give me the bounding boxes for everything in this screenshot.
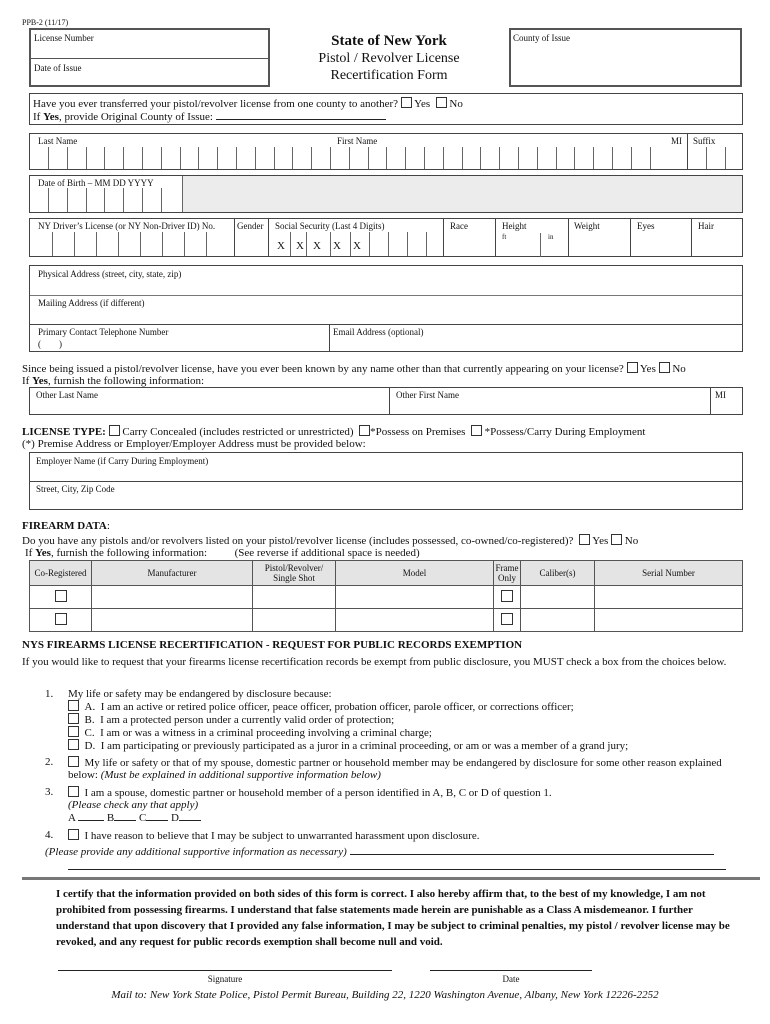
if-yes-suffix: , furnish the following information: bbox=[50, 547, 208, 559]
exemption-heading: NYS FIREARMS LICENSE RECERTIFICATION - REQUEST FOR PUBLIC RECORDS EXEMPTION bbox=[22, 639, 523, 651]
eyes-label: Eyes bbox=[637, 221, 655, 231]
cell-divider bbox=[292, 147, 293, 169]
firearm-question: Do you have any pistols and/or revolvers listed on your pistol/revolver license (includes possessed, co-owned/co-registered)? bbox=[22, 535, 574, 547]
cell-divider bbox=[426, 232, 427, 256]
type-cell[interactable] bbox=[253, 609, 336, 632]
cell-divider bbox=[330, 147, 331, 169]
cell-divider bbox=[161, 188, 162, 212]
type-cell[interactable] bbox=[253, 586, 336, 609]
option-letter: D. bbox=[84, 740, 96, 752]
co-registered-checkbox[interactable] bbox=[55, 613, 67, 625]
cell-divider bbox=[180, 147, 181, 169]
cell-divider bbox=[349, 147, 350, 169]
cell-divider bbox=[236, 147, 237, 169]
height-in-label: in bbox=[548, 233, 554, 241]
date-of-issue-input[interactable] bbox=[91, 63, 266, 83]
signature-label: Signature bbox=[207, 974, 243, 984]
frame-only-cell bbox=[494, 609, 521, 632]
firearm-heading-line: FIREARM DATA: bbox=[22, 520, 110, 532]
q3-number: 3. bbox=[45, 786, 54, 798]
address-block bbox=[29, 265, 743, 352]
original-county-label: , provide Original County of Issue: bbox=[58, 111, 213, 123]
q1-option-c bbox=[68, 726, 432, 740]
transfer-question: Have you ever transferred your pistol/revolver license from one county to another? bbox=[33, 98, 399, 110]
divider bbox=[268, 219, 269, 256]
q1-d-checkbox[interactable] bbox=[68, 739, 79, 750]
cell-divider bbox=[104, 147, 105, 169]
option-letter: A. bbox=[84, 701, 96, 713]
q2-number: 2. bbox=[45, 756, 54, 768]
mailing-address-label: Mailing Address (if different) bbox=[38, 298, 145, 308]
employer-name-label: Employer Name (if Carry During Employment) bbox=[36, 456, 209, 466]
name-row bbox=[29, 133, 743, 170]
weight-label: Weight bbox=[574, 221, 600, 231]
cell-divider bbox=[612, 147, 613, 169]
transfer-question-line bbox=[33, 97, 463, 111]
cell-divider bbox=[217, 147, 218, 169]
cell-divider bbox=[161, 147, 162, 169]
cell-divider bbox=[142, 188, 143, 212]
transfer-yes-label: Yes bbox=[414, 98, 431, 110]
physical-address-label: Physical Address (street, city, state, zip) bbox=[38, 269, 182, 279]
cell-divider bbox=[311, 147, 312, 169]
cell-divider bbox=[48, 147, 49, 169]
cell-divider bbox=[537, 147, 538, 169]
transfer-box bbox=[29, 93, 743, 125]
cell-divider bbox=[650, 147, 651, 169]
model-cell[interactable] bbox=[336, 586, 494, 609]
dob-row bbox=[29, 175, 743, 213]
letter-d: D bbox=[171, 812, 179, 824]
cell-divider bbox=[290, 232, 291, 256]
divider bbox=[329, 324, 330, 351]
dob-shaded-area bbox=[182, 176, 742, 212]
col-frame-only: Frame Only bbox=[494, 561, 521, 586]
date-label: Date bbox=[502, 974, 520, 984]
other-last-name-label: Other Last Name bbox=[36, 390, 98, 400]
original-county-line bbox=[33, 110, 386, 124]
race-label: Race bbox=[450, 221, 468, 231]
form-title bbox=[270, 32, 508, 84]
date-line[interactable] bbox=[430, 970, 592, 971]
cell-divider bbox=[518, 147, 519, 169]
divider bbox=[30, 481, 742, 482]
cell-divider bbox=[556, 147, 557, 169]
other-last-name-input[interactable] bbox=[34, 401, 384, 414]
divider bbox=[30, 324, 742, 325]
divider bbox=[31, 58, 268, 59]
cell-divider bbox=[86, 188, 87, 212]
option-letter: B. bbox=[84, 714, 95, 726]
cell-divider bbox=[48, 188, 49, 212]
email-label: Email Address (optional) bbox=[333, 327, 424, 337]
other-name-row bbox=[29, 387, 743, 415]
divider bbox=[389, 388, 390, 414]
transfer-no-checkbox[interactable] bbox=[436, 97, 447, 108]
q2-text: My life or safety or that of my spouse, domestic partner or household member may be endangered by disclosure for some other reason explained bbox=[84, 757, 722, 769]
see-reverse-note: (See reverse if additional space is needed) bbox=[234, 547, 420, 559]
col-co-registered: Co-Registered bbox=[30, 561, 92, 586]
if-yes-prefix: If bbox=[33, 111, 44, 123]
cell-divider bbox=[462, 147, 463, 169]
cell-divider bbox=[198, 147, 199, 169]
other-name-yes-label: Yes bbox=[639, 363, 656, 375]
cell-divider bbox=[388, 232, 389, 256]
possess-on-premises-label: *Possess on Premises bbox=[370, 426, 466, 438]
other-name-yes-checkbox[interactable] bbox=[627, 362, 638, 373]
cell-divider bbox=[499, 147, 500, 169]
first-name-label: First Name bbox=[337, 136, 378, 146]
ssn-mask-char: X bbox=[277, 240, 285, 252]
q1-option-d bbox=[68, 739, 628, 753]
cell-divider bbox=[443, 147, 444, 169]
suffix-divider bbox=[687, 134, 688, 169]
cell-divider bbox=[140, 232, 141, 256]
firearm-table-header bbox=[30, 561, 743, 586]
option-text: I am or was a witness in a criminal proceeding involving a criminal charge; bbox=[100, 727, 432, 739]
frame-only-checkbox[interactable] bbox=[501, 613, 513, 625]
employer-block bbox=[29, 452, 743, 510]
drivers-license-label: NY Driver’s License (or NY Non-Driver ID) No. bbox=[38, 221, 216, 231]
q2-cont-line bbox=[68, 769, 381, 782]
cell-divider bbox=[725, 147, 726, 169]
ssn-mask-char: X bbox=[313, 240, 321, 252]
q1-text: My life or safety may be endangered by disclosure because: bbox=[68, 688, 332, 700]
caliber-cell[interactable] bbox=[521, 609, 595, 632]
co-registered-cell bbox=[30, 586, 92, 609]
divider bbox=[30, 295, 742, 296]
firearm-yes-checkbox[interactable] bbox=[579, 534, 590, 545]
co-registered-checkbox[interactable] bbox=[55, 590, 67, 602]
if-yes-prefix: If bbox=[22, 375, 33, 387]
phone-area-code-input[interactable]: ( ) bbox=[38, 339, 62, 349]
cell-divider bbox=[386, 147, 387, 169]
certification-text: I certify that the information provided on both sides of this form is correct. I also hereby affirm that, to the best of my knowledge, I am not prohibited from possessing firearms. I understand that false statements made herein are punishable as a Class A misdemeanor. I further understand that upon discovery that I provided any false information, I may be subject to criminal penalties, my pistol / revolver license may be revoked, and any request for public records exemption shall become null and void. bbox=[56, 888, 730, 948]
date-of-issue-label: Date of Issue bbox=[34, 63, 82, 73]
employer-name-input[interactable] bbox=[34, 467, 734, 480]
q3-line bbox=[68, 786, 552, 800]
option-text: I am an active or retired police officer, peace officer, probation officer, parole officer, or corrections officer; bbox=[100, 701, 574, 713]
license-info-box bbox=[29, 28, 270, 87]
q2-line bbox=[68, 756, 722, 770]
co-registered-cell bbox=[30, 609, 92, 632]
divider bbox=[630, 219, 631, 256]
firearm-instruction bbox=[25, 547, 420, 560]
cell-divider bbox=[330, 232, 331, 256]
cell-divider bbox=[407, 232, 408, 256]
if-yes-bold: Yes bbox=[32, 375, 48, 387]
cell-divider bbox=[52, 232, 53, 256]
cell-divider bbox=[405, 147, 406, 169]
q3-b-input[interactable] bbox=[114, 812, 136, 821]
divider bbox=[443, 219, 444, 256]
if-yes-prefix: If bbox=[25, 547, 36, 559]
other-name-no-label: No bbox=[672, 363, 686, 375]
divider bbox=[495, 219, 496, 256]
gender-label: Gender bbox=[237, 221, 264, 231]
cell-divider bbox=[706, 147, 707, 169]
cell-divider bbox=[118, 232, 119, 256]
option-letter: C. bbox=[84, 727, 95, 739]
cell-divider bbox=[86, 147, 87, 169]
carry-concealed-label: Carry Concealed (includes restricted or unrestricted) bbox=[122, 426, 354, 438]
q2-note: (Must be explained in additional supportive information below) bbox=[100, 769, 381, 781]
cell-divider bbox=[369, 232, 370, 256]
cell-divider bbox=[631, 147, 632, 169]
q3-note-text: (Please check any that apply) bbox=[68, 799, 199, 811]
q4-number: 4. bbox=[45, 829, 54, 841]
q4-text: I have reason to believe that I may be subject to unwarranted harassment upon disclosure. bbox=[84, 830, 480, 842]
possess-on-premises-checkbox[interactable] bbox=[359, 425, 370, 436]
cell-divider bbox=[74, 232, 75, 256]
cell-divider bbox=[123, 147, 124, 169]
ssn-mask bbox=[275, 238, 475, 257]
other-first-name-label: Other First Name bbox=[396, 390, 459, 400]
dob-label: Date of Birth – MM DD YYYY bbox=[38, 178, 154, 188]
frame-only-checkbox[interactable] bbox=[501, 590, 513, 602]
cell-divider bbox=[274, 147, 275, 169]
serial-cell[interactable] bbox=[595, 586, 743, 609]
ssn-mask-char: X bbox=[333, 240, 341, 252]
mi-label: MI bbox=[671, 136, 682, 146]
carry-during-employment-label: *Possess/Carry During Employment bbox=[484, 426, 646, 438]
height-label: Height bbox=[502, 221, 527, 231]
phone-label: Primary Contact Telephone Number bbox=[38, 327, 169, 337]
q3-a-input[interactable] bbox=[78, 812, 104, 821]
ssn-label: Social Security (Last 4 Digits) bbox=[275, 221, 385, 231]
letter-a: A bbox=[68, 812, 76, 824]
license-number-input[interactable] bbox=[91, 34, 266, 54]
q1-option-b bbox=[68, 713, 394, 727]
other-first-name-input[interactable] bbox=[394, 401, 704, 414]
additional-info-input[interactable] bbox=[350, 846, 714, 855]
if-yes-bold: Yes bbox=[43, 111, 59, 123]
height-ft-label: ft bbox=[502, 233, 507, 241]
caliber-cell[interactable] bbox=[521, 586, 595, 609]
hair-label: Hair bbox=[698, 221, 714, 231]
employer-address-input[interactable] bbox=[34, 495, 734, 508]
other-name-question: Since being issued a pistol/revolver license, have you ever been known by any name other than that currently appearing on your license? bbox=[22, 363, 624, 375]
other-name-question-line bbox=[22, 362, 686, 376]
suffix-label: Suffix bbox=[693, 136, 716, 146]
cell-divider bbox=[104, 188, 105, 212]
mail-to-address: Mail to: New York State Police, Pistol Permit Bureau, Building 22, 1220 Washington Avenue, Albany, New York 12226-2252 bbox=[111, 989, 659, 1001]
id-row bbox=[29, 218, 743, 257]
section-divider bbox=[22, 877, 760, 880]
divider bbox=[691, 219, 692, 256]
col-serial-number: Serial Number bbox=[595, 561, 743, 586]
divider bbox=[710, 388, 711, 414]
cell-divider bbox=[162, 232, 163, 256]
serial-cell[interactable] bbox=[595, 609, 743, 632]
employer-address-label: Street, City, Zip Code bbox=[36, 484, 115, 494]
additional-info-line bbox=[45, 846, 714, 859]
cell-divider bbox=[67, 147, 68, 169]
col-manufacturer: Manufacturer bbox=[92, 561, 253, 586]
if-yes-suffix: , furnish the following information: bbox=[47, 375, 205, 387]
title-license: Pistol / Revolver License bbox=[318, 51, 460, 66]
cell-divider bbox=[255, 147, 256, 169]
q1-c-checkbox[interactable] bbox=[68, 726, 79, 737]
county-label: County of Issue bbox=[513, 33, 570, 43]
letter-c: C bbox=[138, 812, 147, 824]
firearm-question-line bbox=[22, 534, 638, 548]
col-caliber: Caliber(s) bbox=[521, 561, 595, 586]
q1-number: 1. bbox=[45, 688, 54, 700]
additional-info-input-line2[interactable] bbox=[68, 869, 726, 870]
q3-c-input[interactable] bbox=[146, 812, 168, 821]
cell-divider bbox=[368, 147, 369, 169]
model-cell[interactable] bbox=[336, 609, 494, 632]
manufacturer-cell[interactable] bbox=[92, 609, 253, 632]
premise-note: (*) Premise Address or Employer/Employer Address must be provided below: bbox=[22, 438, 366, 450]
table-row bbox=[30, 609, 743, 632]
frame-only-cell bbox=[494, 586, 521, 609]
carry-during-employment-checkbox[interactable] bbox=[471, 425, 482, 436]
col-model: Model bbox=[336, 561, 494, 586]
cell-divider bbox=[574, 147, 575, 169]
q4-line bbox=[68, 829, 479, 843]
other-name-no-checkbox[interactable] bbox=[659, 362, 670, 373]
transfer-no-label: No bbox=[449, 98, 463, 110]
divider bbox=[234, 219, 235, 256]
title-form: Recertification Form bbox=[330, 68, 448, 83]
firearm-no-checkbox[interactable] bbox=[611, 534, 622, 545]
cell-divider bbox=[350, 232, 351, 256]
firearm-table bbox=[29, 560, 743, 632]
cell-divider bbox=[306, 232, 307, 256]
option-text: I am a protected person under a currently valid order of protection; bbox=[100, 714, 395, 726]
exemption-intro: If you would like to request that your firearms license recertification records be exempt from public disclosure, you MUST check a box from the choices below. bbox=[22, 656, 727, 668]
q3-text: I am a spouse, domestic partner or household member of a person identified in A, B, C or D of question 1. bbox=[84, 787, 552, 799]
cell-divider bbox=[424, 147, 425, 169]
license-type-line bbox=[22, 425, 645, 439]
option-text: I am participating or previously participated as a juror in a criminal proceeding, or am or was a member of a grand jury; bbox=[100, 740, 629, 752]
cell-divider bbox=[593, 147, 594, 169]
transfer-yes-checkbox[interactable] bbox=[401, 97, 412, 108]
q1-a-checkbox[interactable] bbox=[68, 700, 79, 711]
cell-divider bbox=[184, 232, 185, 256]
firearm-heading: FIREARM DATA bbox=[22, 520, 107, 532]
q3-checkbox[interactable] bbox=[68, 786, 79, 797]
ssn-mask-char: X bbox=[353, 240, 361, 252]
q1-b-checkbox[interactable] bbox=[68, 713, 79, 724]
q2-checkbox[interactable] bbox=[68, 756, 79, 767]
email-input[interactable] bbox=[333, 338, 733, 351]
license-number-label: License Number bbox=[34, 33, 94, 43]
col-type: Pistol/Revolver/ Single Shot bbox=[253, 561, 336, 586]
cell-divider bbox=[67, 188, 68, 212]
signature-line[interactable] bbox=[58, 970, 392, 971]
table-row bbox=[30, 586, 743, 609]
title-state: State of New York bbox=[331, 33, 447, 49]
cell-divider bbox=[123, 188, 124, 212]
original-county-input[interactable] bbox=[216, 110, 386, 120]
q1-option-a bbox=[68, 700, 574, 714]
q3-letters bbox=[68, 812, 201, 825]
q2-cont: below: bbox=[68, 769, 98, 781]
q3-note bbox=[68, 799, 198, 812]
cell-divider bbox=[96, 232, 97, 256]
ssn-mask-char: X bbox=[296, 240, 304, 252]
carry-concealed-checkbox[interactable] bbox=[109, 425, 120, 436]
firearm-yes-label: Yes bbox=[592, 535, 609, 547]
mailing-address-input[interactable] bbox=[34, 310, 734, 323]
cell-divider bbox=[480, 147, 481, 169]
last-name-label: Last Name bbox=[38, 136, 78, 146]
letter-b: B bbox=[106, 812, 115, 824]
form-code: PPB-2 (11/17) bbox=[22, 18, 69, 27]
license-type-label: LICENSE TYPE: bbox=[22, 426, 106, 438]
firearm-no-label: No bbox=[624, 535, 639, 547]
if-yes-bold: Yes bbox=[35, 547, 51, 559]
divider bbox=[568, 219, 569, 256]
additional-info-label: (Please provide any additional supportive information as necessary) bbox=[45, 846, 347, 858]
cell-divider bbox=[206, 232, 207, 256]
q3-d-input[interactable] bbox=[179, 812, 201, 821]
county-of-issue-box[interactable] bbox=[509, 28, 742, 87]
cell-divider bbox=[142, 147, 143, 169]
manufacturer-cell[interactable] bbox=[92, 586, 253, 609]
firearm-table-wrap bbox=[29, 560, 743, 632]
physical-address-input[interactable] bbox=[34, 280, 734, 294]
q4-checkbox[interactable] bbox=[68, 829, 79, 840]
other-mi-label: MI bbox=[715, 390, 726, 400]
